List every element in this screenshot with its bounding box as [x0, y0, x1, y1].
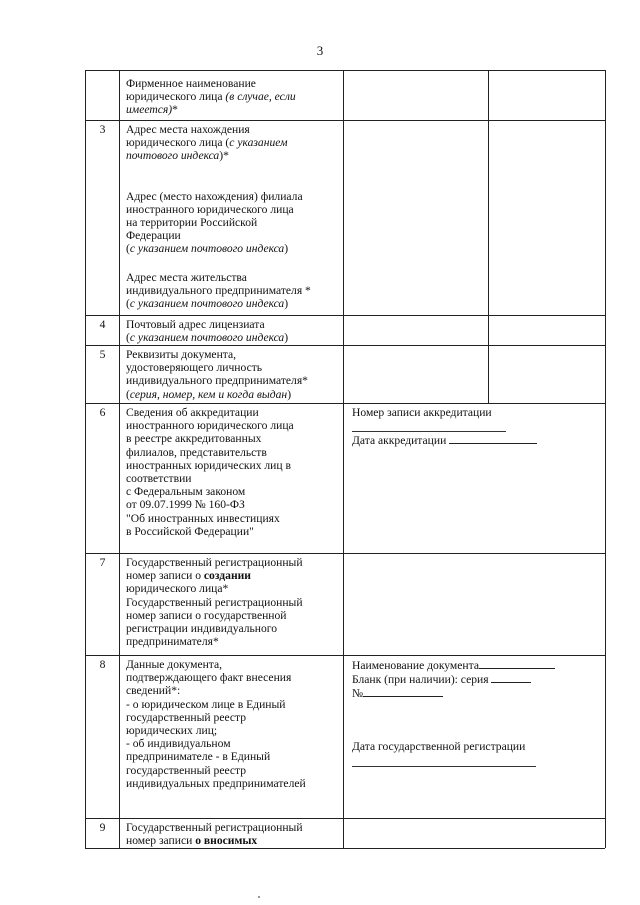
accreditation-line: "Об иностранных инвестициях: [126, 511, 280, 525]
registration-date-blank: [352, 766, 536, 767]
document-line: государственный реестр: [126, 710, 247, 724]
row-divider: [85, 655, 605, 656]
accreditation-line: от 09.07.1999 № 160-ФЗ: [126, 498, 245, 512]
document-line: предпринимателе - в Единый: [126, 750, 271, 764]
identity-line: удостоверяющего личность: [126, 361, 263, 375]
accreditation-line: с Федеральным законом: [126, 485, 246, 499]
accreditation-line: в Российской Федерации": [126, 524, 254, 538]
branch-line: иностранного юридического лица: [126, 202, 294, 216]
registration-date-label: Дата государственной регистрации: [352, 740, 526, 753]
row-divider: [85, 553, 605, 554]
document-name-blank: [479, 658, 555, 669]
row-3-address: [126, 123, 341, 310]
firm-name-line: Фирменное наименование: [126, 77, 256, 90]
column-divider: [343, 70, 344, 848]
page-number: 3: [316, 43, 324, 58]
document-series-blank: [491, 672, 531, 683]
registration-date-field: [352, 740, 602, 753]
identity-line: (серия, номер, кем и когда выдан): [126, 387, 292, 401]
accreditation-number-blank: [352, 431, 506, 432]
document-line: - об индивидуальном: [126, 737, 231, 751]
table-border-left: [85, 70, 86, 848]
row-6-accreditation: [126, 406, 341, 538]
column-divider: [119, 70, 120, 848]
branch-line: (с указанием почтового индекса): [126, 242, 289, 256]
accreditation-line: Сведения об аккредитации: [126, 406, 259, 419]
accreditation-number-field: [352, 406, 602, 419]
column-divider: [488, 70, 489, 403]
scan-speck: [258, 896, 260, 898]
registration-line: Государственный регистрационный: [126, 595, 303, 609]
registration-line: регистрации индивидуального: [126, 622, 278, 636]
row-divider: [85, 345, 605, 346]
firm-name-line: имеется)*: [126, 103, 178, 117]
residence-line: индивидуального предпринимателя *: [126, 283, 311, 297]
document-line: государственный реестр: [126, 763, 247, 777]
row-number: 3: [99, 123, 106, 136]
row-8-document: [126, 658, 341, 790]
residence-line: Адрес места жительства: [126, 270, 247, 284]
document-line: сведений*:: [126, 684, 181, 698]
accreditation-date-label: Дата аккредитации: [352, 434, 447, 447]
branch-line: Федерации: [126, 229, 181, 243]
document-line: Данные документа,: [126, 658, 223, 671]
table-border-right: [605, 70, 606, 848]
identity-line: Реквизиты документа,: [126, 348, 237, 361]
row-divider: [85, 120, 605, 121]
document-name-field: Наименование документа: [352, 658, 602, 672]
document-line: подтверждающего факт внесения: [126, 671, 292, 685]
row-9-changes: [126, 821, 341, 847]
document-number-field: №: [352, 686, 602, 700]
branch-line: Адрес (место нахождения) филиала: [126, 189, 303, 203]
document-line: юридических лиц;: [126, 724, 218, 738]
row-5-identity: [126, 348, 341, 401]
postal-line: Почтовый адрес лицензиата: [126, 318, 265, 331]
table-border-bottom: [85, 848, 605, 849]
accreditation-line: филиалов, представительств: [126, 445, 267, 459]
row-number: 5: [99, 348, 106, 361]
row-number: 6: [99, 406, 106, 419]
row-number: 9: [99, 821, 106, 834]
document-fields: [352, 658, 602, 701]
accreditation-line: в реестре аккредитованных: [126, 432, 262, 446]
changes-line: Государственный регистрационный: [126, 821, 303, 834]
row-divider: [85, 315, 605, 316]
row-firm-name: [126, 77, 341, 117]
accreditation-line: соответствии: [126, 472, 192, 486]
registration-line: номер записи о государственной: [126, 608, 287, 622]
firm-name-line: юридического лица (в случае, если: [126, 90, 296, 104]
accreditation-number-label: Номер записи аккредитации: [352, 406, 492, 419]
row-4-postal: [126, 318, 341, 344]
changes-line: номер записи о вносимых: [126, 834, 258, 848]
address-line: почтового индекса)*: [126, 149, 229, 163]
document-blank-series-field: Бланк (при наличии): серия: [352, 672, 602, 686]
postal-line: (с указанием почтового индекса): [126, 331, 289, 345]
identity-line: индивидуального предпринимателя*: [126, 374, 308, 388]
branch-line: на территории Российской: [126, 216, 258, 230]
table-border-top: [85, 70, 605, 71]
address-line: Адрес места нахождения: [126, 123, 250, 136]
accreditation-line: иностранного юридического лица: [126, 419, 294, 433]
registration-line: предпринимателя*: [126, 635, 219, 649]
row-number: 7: [99, 556, 106, 569]
row-number: 8: [99, 658, 106, 671]
registration-line: юридического лица*: [126, 582, 229, 596]
accreditation-date-field: [352, 433, 602, 447]
document-line: индивидуальных предпринимателей: [126, 776, 306, 790]
row-divider: [85, 403, 605, 404]
row-number: 4: [99, 318, 106, 331]
document-line: - о юридическом лице в Единый: [126, 697, 286, 711]
row-7-registration: [126, 556, 341, 648]
registration-line: номер записи о создании: [126, 569, 251, 583]
registration-line: Государственный регистрационный: [126, 556, 303, 569]
address-line: юридического лица (с указанием: [126, 136, 288, 150]
row-divider: [85, 818, 605, 819]
residence-line: (с указанием почтового индекса): [126, 297, 289, 311]
accreditation-line: иностранных юридических лиц в: [126, 458, 291, 472]
document-number-blank: [363, 686, 443, 697]
accreditation-date-blank: [449, 433, 537, 444]
